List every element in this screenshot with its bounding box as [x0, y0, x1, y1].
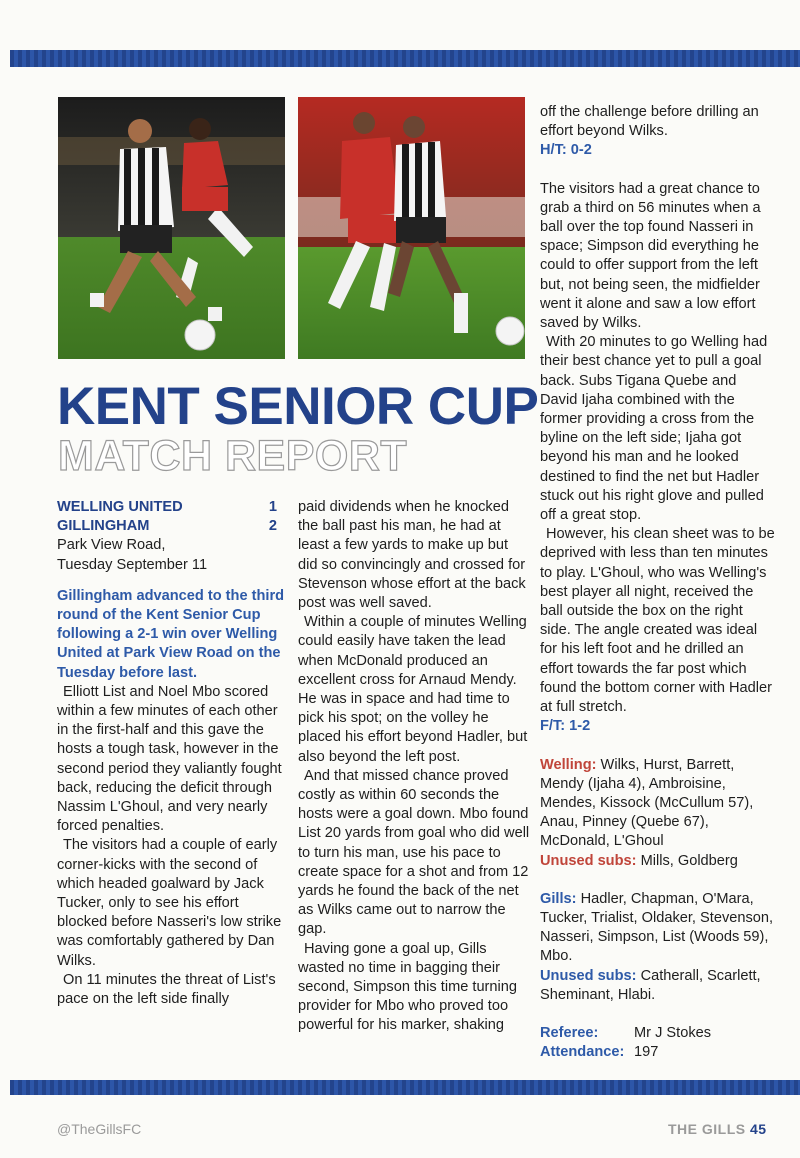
top-stripe: [10, 50, 800, 67]
gills-label: Gills:: [540, 890, 577, 907]
headline: KENT SENIOR CUP: [57, 377, 539, 436]
gills-lineup: [540, 890, 775, 967]
body-paragraph: However, his clean sheet was to be deprived with less than ten minutes to play. L'Ghoul, who was Welling's best player all night, received the ball outside the box on the right side. The angle created was ideal for his left foot and he drilled an effort towards the far post which found the bottom corner with Hadler at full stretch.: [540, 526, 775, 716]
referee-label: Referee:: [540, 1024, 599, 1041]
home-score: 1: [268, 499, 277, 515]
body-paragraph: The visitors had a great chance to grab a third on 56 minutes when a ball over the top found Nasseri in space; Simpson did everything he could to offer support from the left but, not being seen, the midfielder went it alone and saw a low effort saved by Wilks.: [540, 180, 761, 332]
body-paragraph: paid dividends when he knocked the ball past his man, he had at least a few yards to make up but did so convincingly and crossed for Stevenson whose effort at the back post was well saved.: [298, 499, 526, 612]
bottom-stripe: [10, 1080, 800, 1095]
gills-subs-label: Unused subs:: [540, 967, 637, 984]
referee-name: Mr J Stokes: [634, 1024, 712, 1041]
away-team: GILLINGHAM: [57, 518, 150, 535]
welling-subs: Mills, Goldberg: [640, 852, 738, 869]
welling-label: Welling:: [540, 756, 597, 773]
attendance-value: 197: [634, 1044, 659, 1061]
away-score: 2: [268, 518, 277, 535]
attendance-label: Attendance:: [540, 1044, 625, 1061]
welling-unused-subs: [540, 852, 775, 871]
page-number: 45: [750, 1121, 767, 1137]
subheadline: MATCH REPORT: [58, 432, 408, 480]
article-column-2: [298, 498, 530, 1036]
match-photo-1-image: [58, 97, 285, 359]
home-score-row: [57, 498, 287, 517]
away-score-row: [57, 517, 287, 536]
gills-unused-subs: [540, 967, 775, 1005]
article-column-1: [57, 498, 287, 1009]
body-paragraph: Elliott List and Noel Mbo scored within a few minutes of each other in the first-half and this gave the hosts a tough task, however in the second period they valiantly fought back, reducing the deficit through Nassim L'Ghoul, and very nearly forced penalties.: [57, 683, 282, 835]
body-paragraph: off the challenge before drilling an effort beyond Wilks.: [540, 104, 759, 140]
body-paragraph: Within a couple of minutes Welling could easily have taken the lead when McDonald produced an excellent cross for Arnaud Mendy. He was in space and had time to pick his spot; on the volley he placed his effort beyond Hadler, but also beyond the left post.: [298, 614, 528, 765]
body-paragraph: On 11 minutes the threat of List's pace on the left side finally: [57, 971, 276, 1008]
half-time-score: H/T: 0-2: [540, 142, 592, 159]
body-paragraph: With 20 minutes to go Welling had their best chance yet to pull a goal back. Subs Tigana Quebe and David Ijaha combined with the former providing a cross from the byline on the left side; Ijaha got beyond his man and he looked destined to find the net but Hadler stuck out his right glove and pulled off a great stop.: [540, 334, 768, 524]
welling-players: Wilks, Hurst, Barrett, Mendy (Ijaha 4), Ambroisine, Mendes, Kissock (McCullum 57), Anau, Pinney (Quebe 67), McDonald, L'Ghoul: [540, 756, 754, 850]
body-paragraph: The visitors had a couple of early corner-kicks with the second of which headed goalward by Jack Tucker, only to see his effort blocked before Nasseri's low strike was comfortably gathered by Dan Wilks.: [57, 837, 282, 969]
match-photo-1: [58, 97, 285, 359]
home-team: WELLING UNITED: [57, 499, 183, 515]
body-paragraph: Having gone a goal up, Gills wasted no time in bagging their second, Simpson this time turning provider for Mbo who proved too powerful for his marker, shaking: [298, 940, 518, 1034]
attendance-row: [540, 1043, 775, 1062]
welling-lineup: [540, 756, 775, 852]
twitter-handle: @TheGillsFC: [57, 1121, 142, 1137]
match-photo-2-image: [298, 97, 525, 359]
match-date: Tuesday September 11: [57, 556, 208, 573]
magazine-name: THE GILLS: [668, 1121, 746, 1137]
body-paragraph: And that missed chance proved costly as within 60 seconds the hosts were a goal down. Mbo found List 20 yards from goal who did well to turn his man, use his pace to create space for a shot and from 12 yards he found the back of the net as Wilks came out to narrow the gap.: [298, 767, 530, 938]
match-photo-2: [298, 97, 525, 359]
page-footer: [668, 1121, 767, 1137]
gills-players: Hadler, Chapman, O'Mara, Tucker, Trialist, Oldaker, Stevenson, Nasseri, Simpson, List (Woods 59), Mbo.: [540, 890, 774, 965]
venue: Park View Road,: [57, 537, 166, 554]
gills-subs: Catherall, Scarlett, Sheminant, Hlabi.: [540, 967, 761, 1003]
welling-subs-label: Unused subs:: [540, 852, 637, 869]
intro-paragraph: Gillingham advanced to the third round of the Kent Senior Cup following a 2-1 win over Welling United at Park View Road on the Tuesday before last.: [57, 587, 285, 681]
article-column-3: [540, 103, 775, 1062]
full-time-score: F/T: 1-2: [540, 718, 591, 735]
referee-row: [540, 1024, 775, 1043]
